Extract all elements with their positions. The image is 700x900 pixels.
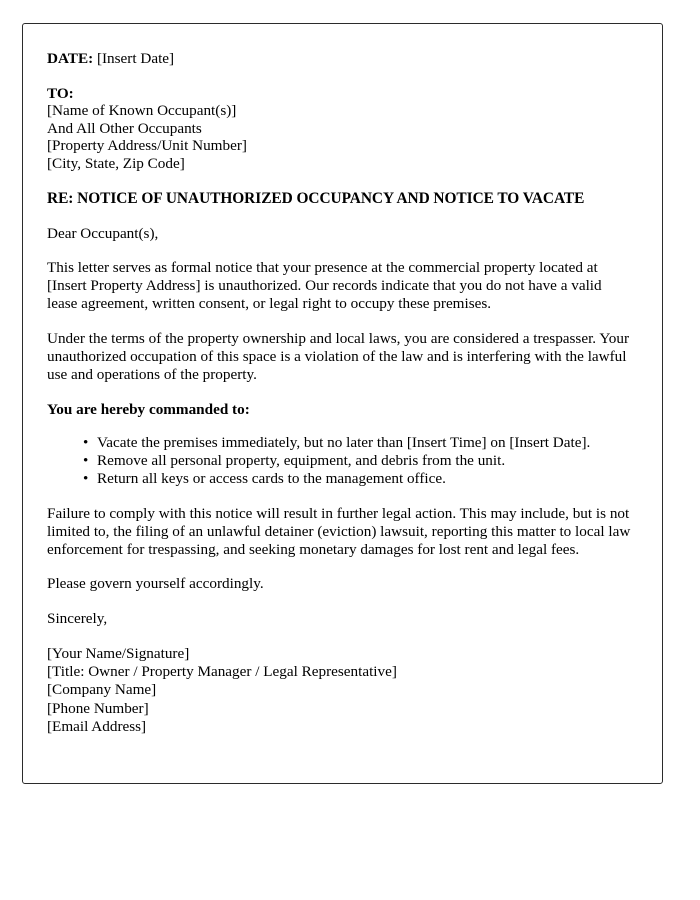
- list-item: [83, 433, 634, 452]
- list-item-label: Vacate the premises immediately, but no later than [Insert Time] on [Insert Date].: [97, 433, 591, 451]
- signature-line: [Company Name]: [47, 681, 157, 699]
- paragraph-1: This letter serves as formal notice that your presence at the commercial property located at [Insert Property Address] is unauthorized. Our records indicate that you do not have a valid lease agreement, written consent, or legal right to occupy these premises.: [47, 259, 602, 312]
- signature-line: [Email Address]: [47, 717, 147, 735]
- recipient-line: [Name of Known Occupant(s)]: [47, 102, 237, 120]
- date-value: [Insert Date]: [96, 50, 175, 67]
- signature-line: [Phone Number]: [47, 699, 149, 717]
- signature-block: [47, 645, 634, 736]
- list-item-label: Return all keys or access cards to the management office.: [97, 470, 446, 488]
- date-row: [47, 50, 634, 68]
- paragraph-4: Please govern yourself accordingly.: [47, 575, 264, 593]
- paragraph-2: Under the terms of the property ownership and local laws, you are considered a trespasser. Your unauthorized occupation of this space is a violation of the law and is interfering with the lawful use and operations of the property.: [47, 329, 630, 383]
- list-item-label: Remove all personal property, equipment, and debris from the unit.: [97, 451, 506, 469]
- closing-line: Sincerely,: [47, 610, 108, 628]
- salutation: Dear Occupant(s),: [47, 224, 159, 242]
- bullet-icon: •: [83, 470, 89, 488]
- recipient-block: [47, 85, 634, 173]
- date-label: DATE:: [47, 50, 94, 67]
- bullet-icon: •: [83, 451, 89, 469]
- recipient-line: And All Other Occupants: [47, 119, 202, 137]
- recipient-line: [Property Address/Unit Number]: [47, 137, 247, 155]
- letter-body: [23, 24, 662, 736]
- list-item: [83, 451, 634, 470]
- command-heading: You are hereby commanded to:: [47, 400, 250, 418]
- command-list: [47, 434, 634, 489]
- list-item: [83, 470, 634, 488]
- recipient-line: [City, State, Zip Code]: [47, 154, 185, 172]
- bullet-icon: •: [83, 433, 89, 451]
- letter-page-border: [22, 23, 663, 784]
- paragraph-3: Failure to comply with this notice will result in further legal action. This may include, but is not limited to, the filing of an unlawful detainer (eviction) lawsuit, reporting this matter to local law enforcement for trespassing, and seeking monetary damages for lost rent and legal fees.: [47, 504, 631, 558]
- subject-heading: RE: NOTICE OF UNAUTHORIZED OCCUPANCY AND NOTICE TO VACATE: [47, 189, 585, 207]
- signature-line: [Your Name/Signature]: [47, 644, 190, 662]
- to-label: TO:: [47, 84, 74, 102]
- signature-line: [Title: Owner / Property Manager / Legal Representative]: [47, 663, 397, 681]
